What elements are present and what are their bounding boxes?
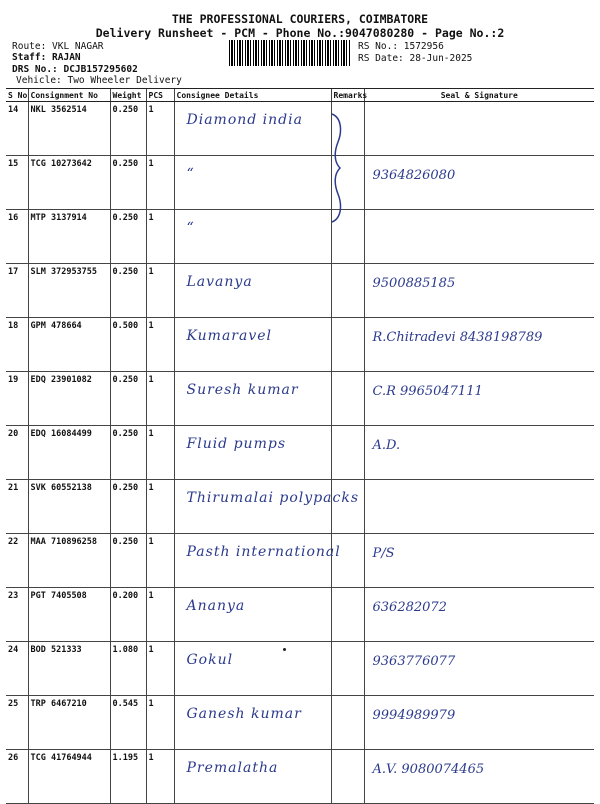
cell-consignee: Pasth international (174, 534, 331, 588)
table-header-row (6, 89, 594, 102)
col-signature: Seal & Signature (364, 89, 594, 102)
cell-signature: R.Chitradevi 8438198789 (364, 318, 594, 372)
ink-dot (283, 648, 286, 651)
staff-label: Staff: RAJAN (12, 52, 81, 63)
cell-consignment: MAA 710896258 (28, 534, 110, 588)
cell-signature (364, 210, 594, 264)
cell-weight: 0.250 (110, 102, 146, 156)
col-weight: Weight (110, 89, 146, 102)
cell-signature: 9363776077 (364, 642, 594, 696)
cell-consignee: Fluid pumps (174, 426, 331, 480)
cell-consignment: PGT 7405508 (28, 588, 110, 642)
cell-sno: 21 (6, 480, 28, 534)
table-row (6, 102, 594, 156)
cell-consignment: SVK 60552138 (28, 480, 110, 534)
cell-signature (364, 480, 594, 534)
col-pcs: PCS (146, 89, 174, 102)
cell-consignee: Diamond india (174, 102, 331, 156)
cell-pcs: 1 (146, 642, 174, 696)
cell-pcs: 1 (146, 588, 174, 642)
cell-consignee: “ (174, 210, 331, 264)
cell-consignment: MTP 3137914 (28, 210, 110, 264)
cell-consignee: Thirumalai polypacks (174, 480, 331, 534)
cell-remarks (331, 264, 364, 318)
cell-consignee: Lavanya (174, 264, 331, 318)
cell-sno: 23 (6, 588, 28, 642)
cell-weight: 0.250 (110, 210, 146, 264)
cell-sno: 19 (6, 372, 28, 426)
cell-weight: 1.195 (110, 750, 146, 804)
cell-weight: 0.250 (110, 156, 146, 210)
cell-weight: 0.545 (110, 696, 146, 750)
cell-signature: 636282072 (364, 588, 594, 642)
rs-number: RS No.: 1572956 (358, 41, 444, 52)
runsheet-table (6, 88, 594, 804)
cell-signature: 9364826080 (364, 156, 594, 210)
table-row (6, 534, 594, 588)
cell-consignee: Gokul (174, 642, 331, 696)
cell-sno: 25 (6, 696, 28, 750)
cell-pcs: 1 (146, 210, 174, 264)
cell-sno: 22 (6, 534, 28, 588)
cell-pcs: 1 (146, 480, 174, 534)
cell-consignment: EDQ 23901082 (28, 372, 110, 426)
cell-pcs: 1 (146, 318, 174, 372)
cell-consignment: GPM 478664 (28, 318, 110, 372)
table-row (6, 318, 594, 372)
cell-weight: 0.250 (110, 372, 146, 426)
ditto-brace-mark (330, 112, 346, 224)
rs-date: RS Date: 28-Jun-2025 (358, 53, 473, 64)
cell-remarks (331, 642, 364, 696)
table-row (6, 372, 594, 426)
cell-consignment: NKL 3562514 (28, 102, 110, 156)
cell-consignment: TCG 10273642 (28, 156, 110, 210)
table-row (6, 426, 594, 480)
cell-consignment: BOD 521333 (28, 642, 110, 696)
cell-consignee: Ganesh kumar (174, 696, 331, 750)
cell-sno: 18 (6, 318, 28, 372)
company-title: THE PROFESSIONAL COURIERS, COIMBATORE (171, 12, 429, 26)
table-row (6, 156, 594, 210)
cell-weight: 0.500 (110, 318, 146, 372)
cell-sno: 14 (6, 102, 28, 156)
cell-signature: P/S (364, 534, 594, 588)
cell-weight: 0.250 (110, 264, 146, 318)
cell-signature: A.D. (364, 426, 594, 480)
cell-sno: 20 (6, 426, 28, 480)
cell-pcs: 1 (146, 426, 174, 480)
cell-sno: 16 (6, 210, 28, 264)
cell-pcs: 1 (146, 534, 174, 588)
cell-remarks (331, 534, 364, 588)
cell-consignee: Suresh kumar (174, 372, 331, 426)
cell-pcs: 1 (146, 156, 174, 210)
cell-signature: C.R 9965047111 (364, 372, 594, 426)
cell-sno: 15 (6, 156, 28, 210)
col-remarks: Remarks (331, 89, 364, 102)
cell-weight: 0.250 (110, 426, 146, 480)
table-row (6, 480, 594, 534)
cell-pcs: 1 (146, 750, 174, 804)
cell-pcs: 1 (146, 696, 174, 750)
table-row (6, 588, 594, 642)
cell-signature: A.V. 9080074465 (364, 750, 594, 804)
cell-remarks (331, 750, 364, 804)
col-sno: S No (8, 90, 28, 100)
cell-pcs: 1 (146, 264, 174, 318)
cell-consignee: Ananya (174, 588, 331, 642)
cell-sno: 24 (6, 642, 28, 696)
cell-consignee: “ (174, 156, 331, 210)
col-consignee: Consignee Details (174, 89, 331, 102)
cell-consignment: SLM 372953755 (28, 264, 110, 318)
table-row (6, 264, 594, 318)
cell-weight: 0.250 (110, 480, 146, 534)
table-row (6, 210, 594, 264)
vehicle-label: Vehicle: Two Wheeler Delivery (16, 75, 182, 86)
cell-consignment: EDQ 16084499 (28, 426, 110, 480)
cell-consignment: TCG 41764944 (28, 750, 110, 804)
cell-signature: 9994989979 (364, 696, 594, 750)
cell-remarks (331, 696, 364, 750)
cell-weight: 0.250 (110, 534, 146, 588)
drs-number: DRS No.: DCJB157295602 (12, 64, 138, 75)
cell-signature (364, 102, 594, 156)
cell-remarks (331, 588, 364, 642)
cell-sno: 26 (6, 750, 28, 804)
cell-weight: 0.200 (110, 588, 146, 642)
cell-pcs: 1 (146, 102, 174, 156)
runsheet-subtitle: Delivery Runsheet - PCM - Phone No.:9047080280 - Page No.:2 (95, 26, 505, 40)
table-row (6, 750, 594, 804)
cell-pcs: 1 (146, 372, 174, 426)
cell-remarks (331, 318, 364, 372)
cell-consignee: Premalatha (174, 750, 331, 804)
cell-consignment: TRP 6467210 (28, 696, 110, 750)
cell-remarks (331, 426, 364, 480)
cell-sno: 17 (6, 264, 28, 318)
table-row (6, 642, 594, 696)
cell-remarks (331, 480, 364, 534)
cell-consignee: Kumaravel (174, 318, 331, 372)
route-label: Route: VKL NAGAR (12, 41, 104, 52)
cell-weight: 1.080 (110, 642, 146, 696)
barcode-image (229, 40, 351, 66)
col-consignment: Consignment No (28, 89, 110, 102)
cell-remarks (331, 372, 364, 426)
table-row (6, 696, 594, 750)
cell-signature: 9500885185 (364, 264, 594, 318)
